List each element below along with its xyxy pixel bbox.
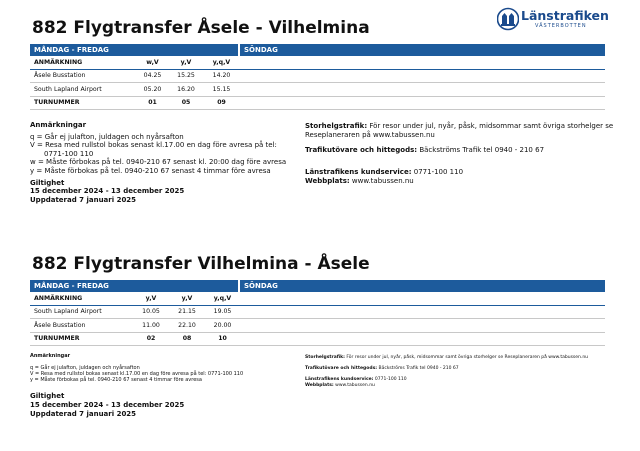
timetable-asele-vilhelmina	[30, 44, 605, 110]
remark-cell: y,V	[168, 56, 204, 69]
stop-name: Åsele Busstation	[30, 319, 134, 333]
website-info	[305, 177, 625, 186]
remarks-block-return	[30, 353, 243, 383]
time-cell: 19.05	[206, 305, 239, 319]
remark-line: q = Går ej julafton, juldagen och nyårsafton	[30, 132, 184, 141]
holiday-traffic-info	[305, 122, 625, 140]
holiday-traffic-label: Storhelgstrafik:	[305, 122, 368, 130]
time-cell: 15.25	[168, 69, 204, 83]
holiday-traffic-label: Storhelgstrafik:	[305, 355, 345, 360]
info-block	[305, 122, 625, 186]
updated-date: Uppdaterad 7 januari 2025	[30, 195, 137, 204]
remarks-heading: Anmärkningar	[30, 353, 71, 359]
table-header	[30, 280, 605, 292]
page-title-return: 882 Flygtransfer Vilhelmina - Åsele	[32, 254, 370, 274]
validity-block-return	[30, 392, 184, 419]
remarks-block	[30, 121, 286, 204]
operator-text: Bäckströms Trafik tel 0940 - 210 67	[419, 145, 545, 154]
header-weekday: MÅNDAG - FREDAG	[30, 44, 239, 56]
operator-label: Trafikutövare och hittegods:	[305, 145, 418, 154]
header-weekday: MÅNDAG - FREDAG	[30, 280, 239, 292]
holiday-traffic-info	[305, 355, 588, 361]
info-block-return	[305, 355, 588, 389]
remark-line: y = Måste förbokas på tel. 0940-210 67 senast 4 timmar före avresa	[30, 377, 202, 383]
empty-cell	[239, 319, 605, 333]
logo-emblem-icon	[497, 7, 519, 31]
time-cell: 20.00	[206, 319, 239, 333]
empty-cell	[239, 96, 605, 110]
logo-name: Länstrafiken	[521, 8, 609, 23]
time-cell: 10.05	[134, 305, 168, 319]
remark-cell: y,V	[168, 292, 206, 305]
turn-label: TURNUMMER	[30, 96, 137, 110]
updated-date: Uppdaterad 7 januari 2025	[30, 410, 137, 418]
stop-name: Åsele Busstation	[30, 69, 137, 83]
customer-service-text: 0771-100 110	[374, 377, 407, 382]
website-label: Webbplats:	[305, 177, 350, 186]
logo-subtitle: VÄSTERBOTTEN	[535, 23, 587, 29]
remark-line: 0771-100 110	[44, 149, 94, 158]
table-row	[30, 56, 605, 69]
empty-cell	[239, 305, 605, 319]
stop-name: South Lapland Airport	[30, 305, 134, 319]
remark-cell: y,q,V	[204, 56, 239, 69]
remark-cell: y,q,V	[206, 292, 239, 305]
table-header	[30, 44, 605, 56]
turn-number: 01	[137, 96, 168, 110]
remark-label: ANMÄRKNING	[30, 292, 134, 305]
stop-name: South Lapland Airport	[30, 83, 137, 97]
website-label: Webbplats:	[305, 383, 334, 388]
time-cell: 15.15	[204, 83, 239, 97]
remark-cell: y,V	[134, 292, 168, 305]
turn-number: 05	[168, 96, 204, 110]
empty-cell	[239, 69, 605, 83]
holiday-traffic-text: För resor under jul, nyår, påsk, midsommar samt övriga storhelger se Reseplaneraren på www.tabussen.nu	[305, 122, 614, 139]
table-row	[30, 83, 605, 97]
header-sunday: SÖNDAG	[239, 280, 605, 292]
remark-cell: w,V	[137, 56, 168, 69]
empty-cell	[239, 83, 605, 97]
time-cell: 16.20	[168, 83, 204, 97]
table-row	[30, 332, 605, 346]
header-sunday: SÖNDAG	[239, 44, 605, 56]
table-row	[30, 292, 605, 305]
turn-number: 08	[168, 332, 206, 346]
time-cell: 11.00	[134, 319, 168, 333]
table-row	[30, 69, 605, 83]
customer-service-label: Länstrafikens kundservice:	[305, 168, 412, 177]
remark-line: q = Går ej julafton, juldagen och nyårsafton	[30, 365, 140, 371]
table-row	[30, 319, 605, 333]
lanstrafiken-logo	[497, 7, 609, 35]
remark-line: V = Resa med rullstol bokas senast kl.17.00 en dag före avresa på tel:	[30, 141, 277, 150]
validity-heading: Giltighet	[30, 178, 65, 187]
table-row	[30, 305, 605, 319]
website-info	[305, 383, 588, 389]
remark-line: w = Måste förbokas på tel. 0940-210 67 senast kl. 20:00 dag före avresa	[30, 158, 287, 167]
time-cell: 21.15	[168, 305, 206, 319]
website-link[interactable]: www.tabussen.nu	[335, 383, 375, 388]
table-row	[30, 96, 605, 110]
remark-line: y = Måste förbokas på tel. 0940-210 67 senast 4 timmar före avresa	[30, 166, 271, 175]
time-cell: 04.25	[137, 69, 168, 83]
website-link[interactable]: www.tabussen.nu	[351, 177, 414, 186]
empty-cell	[239, 292, 605, 305]
remark-label: ANMÄRKNING	[30, 56, 137, 69]
turn-number: 09	[204, 96, 239, 110]
customer-service-info	[305, 168, 625, 177]
empty-cell	[239, 56, 605, 69]
turn-number: 10	[206, 332, 239, 346]
validity-period: 15 december 2024 - 13 december 2025	[30, 401, 185, 409]
time-cell: 05.20	[137, 83, 168, 97]
empty-cell	[239, 332, 605, 346]
customer-service-text: 0771-100 110	[413, 168, 464, 177]
customer-service-label: Länstrafikens kundservice:	[305, 377, 374, 382]
operator-info	[305, 146, 625, 155]
turn-label: TURNUMMER	[30, 332, 134, 346]
holiday-traffic-text: För resor under jul, nyår, påsk, midsommar samt övriga storhelger se Reseplaneraren på www.tabussen.nu	[346, 355, 589, 360]
turn-number: 02	[134, 332, 168, 346]
validity-period: 15 december 2024 - 13 december 2025	[30, 187, 185, 196]
time-cell: 14.20	[204, 69, 239, 83]
remark-line: V = Resa med rullstol bokas senast kl.17.00 en dag före avresa på tel: 0771-100 110	[30, 371, 244, 377]
time-cell: 22.10	[168, 319, 206, 333]
validity-heading: Giltighet	[30, 392, 65, 400]
page-title: 882 Flygtransfer Åsele - Vilhelmina	[32, 18, 370, 38]
timetable-vilhelmina-asele	[30, 280, 605, 346]
operator-text: Bäckströms Trafik tel 0940 - 210 67	[378, 366, 459, 371]
remarks-heading: Anmärkningar	[30, 121, 87, 129]
operator-label: Trafikutövare och hittegods:	[305, 366, 378, 371]
